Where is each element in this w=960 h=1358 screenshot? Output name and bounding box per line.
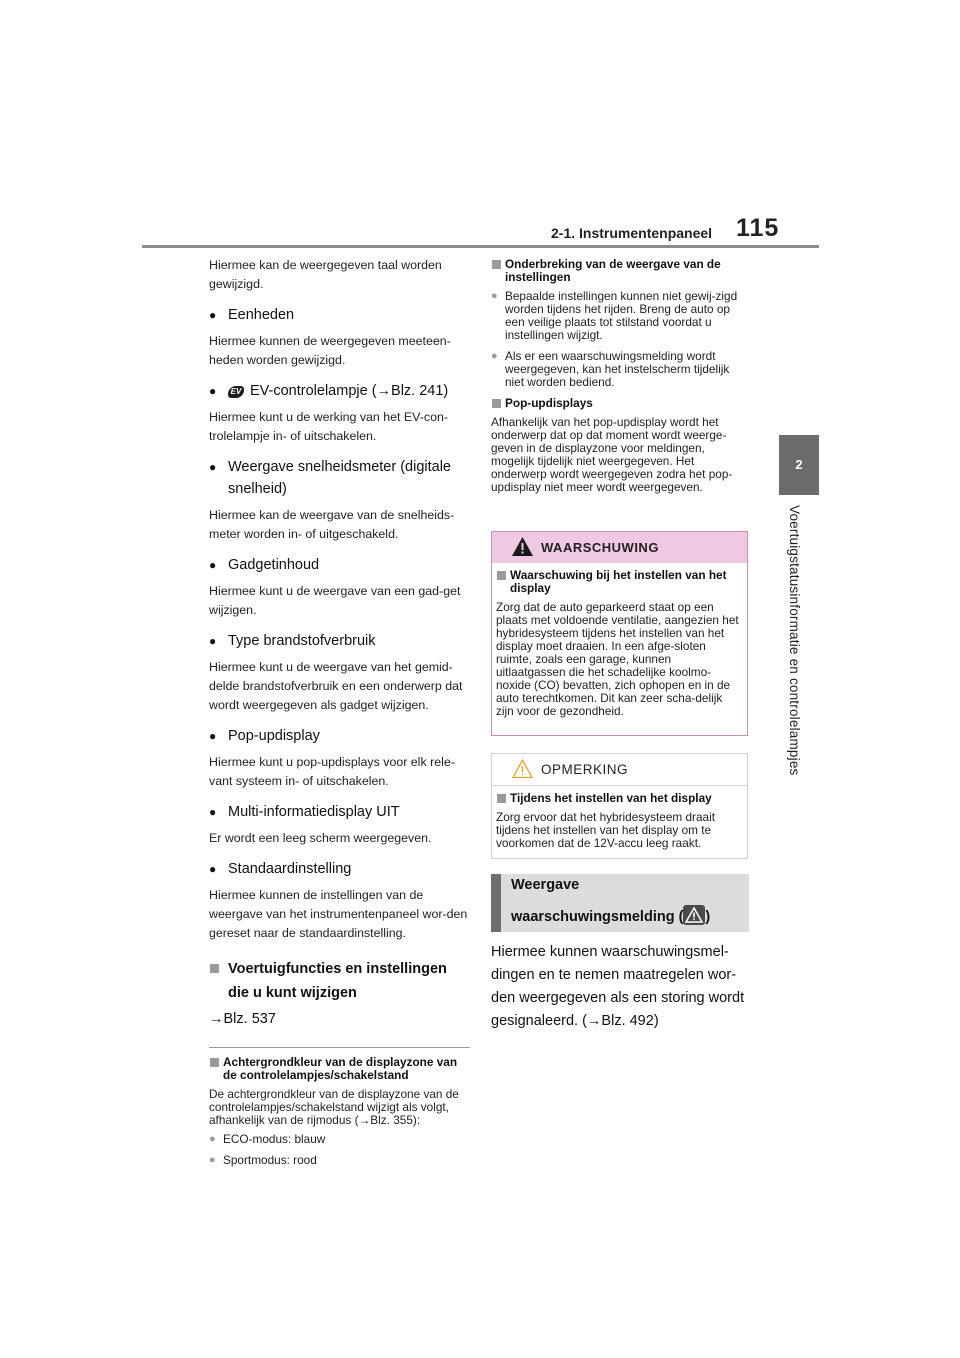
- item-desc: Er wordt een leeg scherm weergegeven.: [209, 831, 432, 845]
- item-desc: Hiermee kan de weergave van de snelheids-meter worden in- of uitgeschakeld.: [209, 508, 455, 541]
- section-heading-line1: Weergave: [511, 877, 580, 893]
- warning-text: Zorg dat de auto geparkeerd staat op een plaats met voldoende ventilatie, aangezien het hybridesysteem tijdens het instellen van het display moet draaien. In een afge-sloten ruimte, zoals een garage, kunnen uitlaatgassen die het schadelijke koolmo-noxide (CO) bevatten, zich ophopen en in de auto terechtkomen. Dit kan zeer scha-delijk zijn voor de gezondheid.: [496, 600, 739, 718]
- warning-header: [492, 532, 747, 563]
- page-reference: →Blz. 537: [209, 1011, 276, 1027]
- popup-title: Pop-updisplays: [491, 397, 750, 410]
- interrupt-bullet: ● Als er een waarschuwingsmelding wordt weergegeven, kan het instelscherm tijdelijk niet worden bediend.: [491, 350, 750, 389]
- warning-title: Waarschuwing bij het instellen van het display: [496, 569, 743, 595]
- chapter-title: Voertuigstatusinformatie en controlelampjes: [787, 505, 802, 776]
- section-heading-text: waarschuwingsmelding (: [511, 909, 684, 925]
- note-bullet: ● ECO-modus: blauw: [209, 1133, 470, 1146]
- section-heading: [491, 874, 749, 932]
- interrupt-bullet: ● Bepaalde instellingen kunnen niet gewij-zigd worden tijdens het rijden. Breng de auto op een veilige plaats tot stilstand voordat u instellingen wijzigt.: [491, 290, 750, 342]
- item-title: ● Multi-informatiedisplay UIT: [209, 801, 470, 823]
- item-title: EV-controlelampje (→Blz. 241): [250, 383, 449, 399]
- section-heading-line2: [511, 905, 710, 925]
- note-bullet: ● Sportmodus: rood: [209, 1154, 470, 1167]
- item-title: ● Weergave snelheidsmeter (digitale snelheid): [209, 456, 470, 500]
- note-title: Achtergrondkleur van de displayzone van de controlelampjes/schakelstand: [209, 1056, 470, 1082]
- warning-message-icon: [683, 905, 705, 925]
- popup-text: Afhankelijk van het pop-updisplay wordt het onderwerp dat op dat moment wordt weerge-geven in de displayzone voor meldingen, mogelijk tijdelijk niet weergegeven. Het onderwerp wordt weergegeven zodra het pop-updisplay niet meer wordt weergegeven.: [491, 415, 733, 494]
- notice-title: Tijdens het instellen van het display: [496, 792, 743, 805]
- warning-triangle-icon: [512, 537, 533, 556]
- chapter-tab: 2: [779, 435, 819, 495]
- interrupt-title: Onderbreking van de weergave van de instellingen: [491, 258, 750, 284]
- item-ev-indicator: [209, 380, 470, 402]
- left-column: [209, 256, 470, 1175]
- warning-label: WAARSCHUWING: [541, 540, 659, 555]
- section-text: Hiermee kunnen waarschuwingsmel-dingen en te nemen maatregelen wor-den weergegeven als een storing wordt gesignaleerd. (→Blz. 492): [491, 944, 745, 1029]
- item-title: ● Eenheden: [209, 304, 470, 326]
- item-title: ● Standaardinstelling: [209, 858, 470, 880]
- item-desc: Hiermee kunt u de weergave van het gemid-delde brandstofverbruik en een onderwerp dat wordt weergegeven als gadget wijzigen.: [209, 660, 463, 712]
- header-section-title: 2-1. Instrumentenpaneel: [551, 225, 713, 241]
- item-desc: Hiermee kunnen de weergegeven meeteen-heden worden gewijzigd.: [209, 334, 451, 367]
- page-number: 115: [736, 214, 780, 242]
- section-divider: [209, 1047, 470, 1048]
- notice-box: [491, 753, 748, 859]
- notice-text: Zorg ervoor dat het hybridesysteem draait tijdens het instellen van het display om te voorkomen dat de 12V-accu leeg raakt.: [496, 810, 716, 850]
- header-divider: [142, 245, 819, 248]
- warning-box: [491, 531, 748, 736]
- item-desc: Hiermee kunt u de weergave van een gad-get wijzigen.: [209, 584, 461, 617]
- note-text: De achtergrondkleur van de displayzone van de controlelampjes/schakelstand wijzigt als volgt, afhankelijk van de rijmodus (→Blz. 355):: [209, 1087, 459, 1127]
- item-title: ● Pop-updisplay: [209, 725, 470, 747]
- item-title: ● Type brandstofverbruik: [209, 630, 470, 652]
- notice-label: OPMERKING: [541, 762, 629, 777]
- right-column: [491, 256, 750, 500]
- subheading: Voertuigfuncties en instellingen die u kunt wijzigen: [209, 957, 470, 1005]
- item-desc: Hiermee kunt u de werking van het EV-con-trolelampje in- of uitschakelen.: [209, 410, 448, 443]
- notice-header: [492, 754, 747, 786]
- item-title: ● Gadgetinhoud: [209, 554, 470, 576]
- intro-text: Hiermee kan de weergegeven taal worden gewijzigd.: [209, 258, 442, 291]
- section-heading-close: ): [705, 909, 711, 925]
- caution-triangle-icon: [512, 759, 533, 778]
- item-desc: Hiermee kunnen de instellingen van de weergave van het instrumentenpaneel wor-den gereset naar de standaardinstelling.: [209, 888, 468, 940]
- ev-indicator-icon: EV: [228, 386, 244, 398]
- item-desc: Hiermee kunt u pop-updisplays voor elk rele-vant systeem in- of uitschakelen.: [209, 755, 455, 788]
